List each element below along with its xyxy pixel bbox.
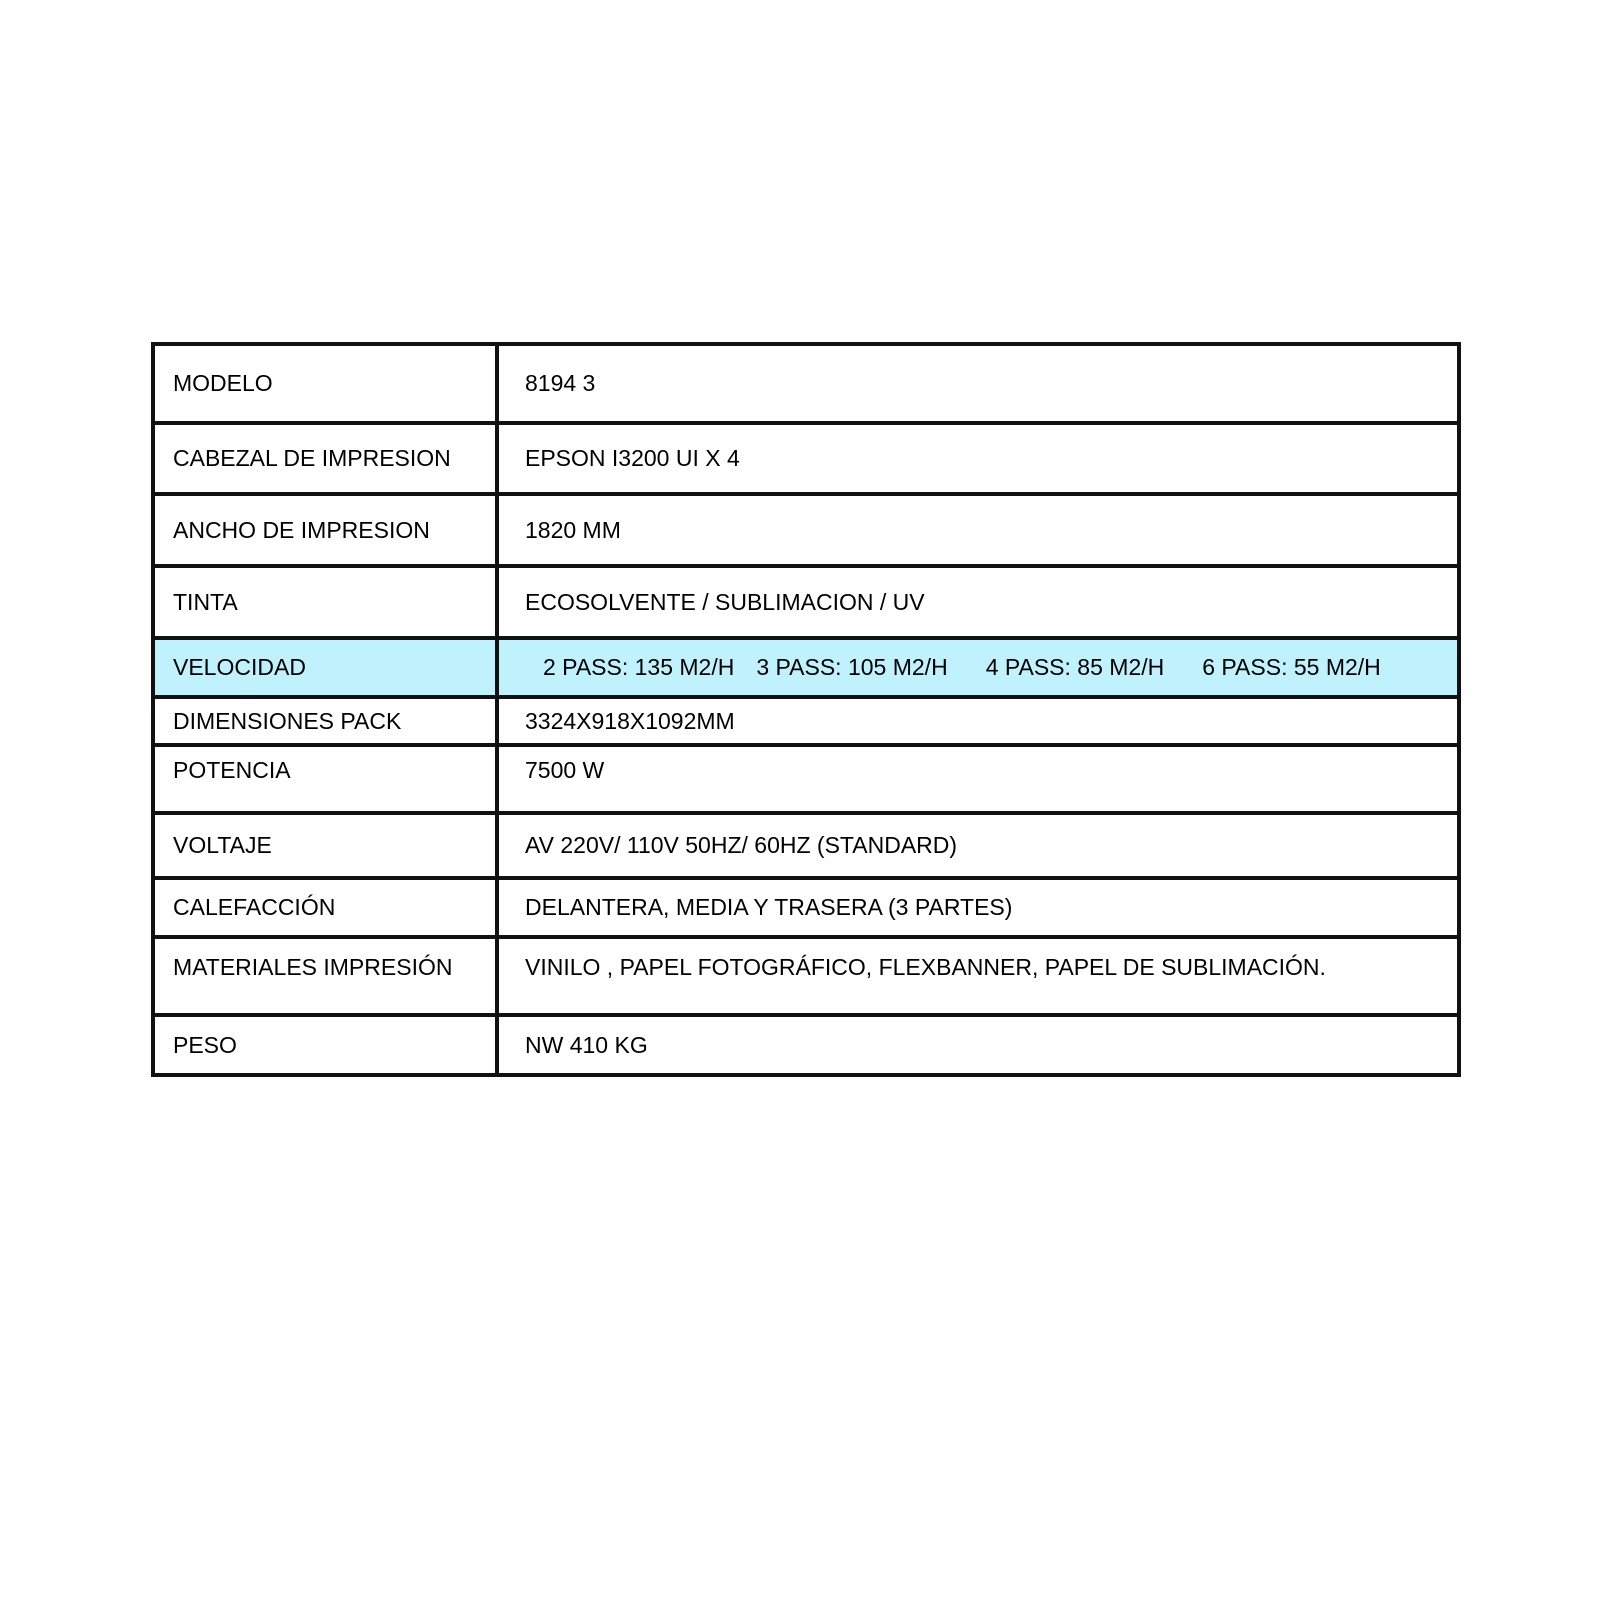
spec-row-peso [153, 1015, 1459, 1075]
spec-value: 7500 W [497, 745, 1459, 813]
spec-value: 8194 3 [497, 344, 1459, 423]
spec-row-modelo [153, 344, 1459, 423]
spec-label: VELOCIDAD [153, 638, 497, 697]
speed-values [497, 638, 1459, 697]
spec-label: TINTA [153, 566, 497, 638]
speed-3-pass: 3 PASS: 105 M2/H [756, 654, 948, 680]
spec-row-calefaccion [153, 878, 1459, 937]
speed-6-pass: 6 PASS: 55 M2/H [1202, 654, 1381, 680]
spec-row-materiales [153, 937, 1459, 1015]
spec-row-ancho [153, 494, 1459, 566]
speed-2-pass: 2 PASS: 135 M2/H [543, 654, 735, 680]
spec-row-dimensiones [153, 697, 1459, 745]
spec-value: EPSON I3200 UI X 4 [497, 423, 1459, 494]
spec-row-tinta [153, 566, 1459, 638]
spec-label: ANCHO DE IMPRESION [153, 494, 497, 566]
spec-label: CABEZAL DE IMPRESION [153, 423, 497, 494]
spec-row-velocidad [153, 638, 1459, 697]
spec-value: 1820 MM [497, 494, 1459, 566]
spec-row-voltaje [153, 813, 1459, 878]
spec-label: DIMENSIONES PACK [153, 697, 497, 745]
spec-label: VOLTAJE [153, 813, 497, 878]
spec-value: ECOSOLVENTE / SUBLIMACION / UV [497, 566, 1459, 638]
spec-table [151, 342, 1461, 1077]
spec-label: MODELO [153, 344, 497, 423]
spec-label: CALEFACCIÓN [153, 878, 497, 937]
spec-row-cabezal [153, 423, 1459, 494]
spec-value: NW 410 KG [497, 1015, 1459, 1075]
speed-4-pass: 4 PASS: 85 M2/H [985, 654, 1165, 680]
spec-value: VINILO , PAPEL FOTOGRÁFICO, FLEXBANNER, PAPEL DE SUBLIMACIÓN. [497, 937, 1459, 1015]
spec-row-potencia [153, 745, 1459, 813]
spec-value: 3324X918X1092MM [497, 697, 1459, 745]
spec-label: POTENCIA [153, 745, 497, 813]
spec-value: AV 220V/ 110V 50HZ/ 60HZ (STANDARD) [497, 813, 1459, 878]
spec-value: DELANTERA, MEDIA Y TRASERA (3 PARTES) [497, 878, 1459, 937]
spec-label: MATERIALES IMPRESIÓN [153, 937, 497, 1015]
spec-label: PESO [153, 1015, 497, 1075]
